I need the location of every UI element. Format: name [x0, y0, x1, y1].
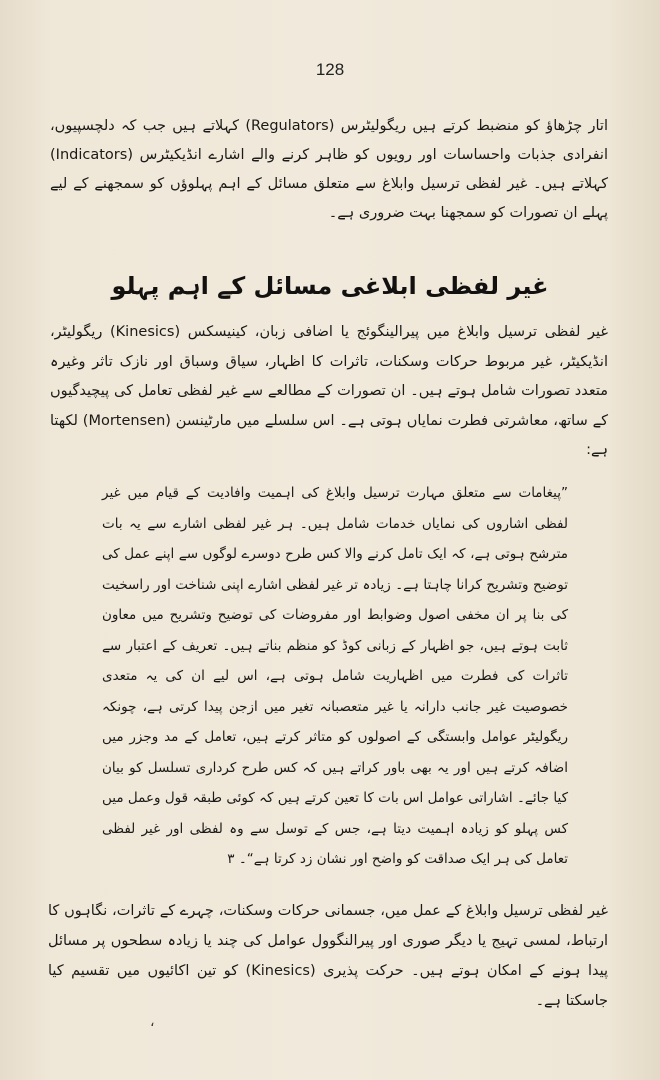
closing-paragraph: غیر لفظی ترسیل وابلاغ کے عمل میں، جسمانی حرکات وسکنات، چہرے کے تاثرات، نگاہوں کا ارتباط، لمسی تہیج یا دیگر صوری اور پیرالنگوول عوامل کی چند یا زیادہ سطحوں پر مسائل پیدا ہونے کے امکان ہوتے ہیں۔ حرکت پذیری (Kinesics) کو تین اکائیوں میں تقسیم کیا جاسکتا ہے۔ — [48, 903, 609, 1009]
page-number: 128 — [315, 60, 345, 79]
section-heading: غیر لفظی ابلاغی مسائل کے اہم پہلو — [111, 272, 549, 300]
intro-paragraph: اتار چڑھاؤ کو منضبط کرتے ہیں ریگولیٹرس (Regulators) کہلاتے ہیں جب کہ دلچسپیوں، انفرادی جذبات واحساسات اور رویوں کو ظاہر کرنے والے اشارے انڈیکیٹرس (Indicators) کہلاتے ہیں۔ غیر لفظی ترسیل وابلاغ سے متعلق مسائل کے اہم پہلوؤں کو سمجھنے کے لیے پہلے ان تصورات کو سمجھنا بہت ضروری ہے۔ — [50, 118, 609, 221]
stray-mark: ، — [150, 1014, 155, 1030]
block-quote: ”پیغامات سے متعلق مہارت ترسیل وابلاغ کی اہمیت وافادیت کے قیام میں غیر لفظی اشاروں کی نمایاں خدمات شامل ہیں۔ ہر غیر لفظی اشارے سے یہ بات مترشح ہوتی ہے، کہ ایک تامل کرنے والا کس طرح دوسرے لوگوں سے اپنے عمل کی توضیح وتشریح کرانا چاہتا ہے۔ زیادہ تر غیر لفظی اشارے اپنی شناخت اور راسخیت کی بنا پر ان مخفی اصول وضوابط اور مفروضات کی توضیح وتشریح میں معاون ثابت ہوتے ہیں، جو اظہار کے زبانی کوڈ کو منظم بناتے ہیں۔ تعریف کے اعتبار سے تاثرات کی فطرت میں اظہاریت شامل ہوتی ہے، اس لیے ان کی یہ متعدی خصوصیت غیر جانب دارانہ یا غیر متعصبانہ تغیر میں ازجن پیدا کرتی ہے، چونکہ ریگولیٹر عوامل وابستگی کے اصولوں کو متاثر کرتے ہیں، تعامل کے مد وجزر میں اضافہ کرتے ہیں اور یہ بھی باور کراتے ہیں کہ کس طرح کرداری تسلسل کو بیان کیا جائے۔ اشاراتی عوامل اس بات کا تعین کرتے ہیں کہ کوئی طبقہ قول وعمل میں کس پہلو کو زیادہ اہمیت دیتا ہے، جس کے توسل سے وہ لفظی اور غیر لفظی تعامل کی ہر ایک صداقت کو واضح اور نشان زد کرتا ہے“۔ ۳ — [102, 485, 568, 867]
section-paragraph: غیر لفظی ترسیل وابلاغ میں پیرالینگوئج یا اضافی زبان، کینیسکس (Kinesics) ریگولیٹر، انڈیکیٹر، غیر مربوط حرکات وسکنات، تاثرات کا اظہار، سیاق وسباق اور نازک تاثر وغیرہ متعدد تصورات شامل ہوتے ہیں۔ ان تصورات کے مطالعے سے غیر لفظی تعامل کی پیچیدگیوں کے ساتھ، معاشرتی فطرت نمایاں ہوتی ہے۔ اس سلسلے میں مارٹینسن (Mortensen) لکھتا ہے: — [50, 324, 609, 458]
